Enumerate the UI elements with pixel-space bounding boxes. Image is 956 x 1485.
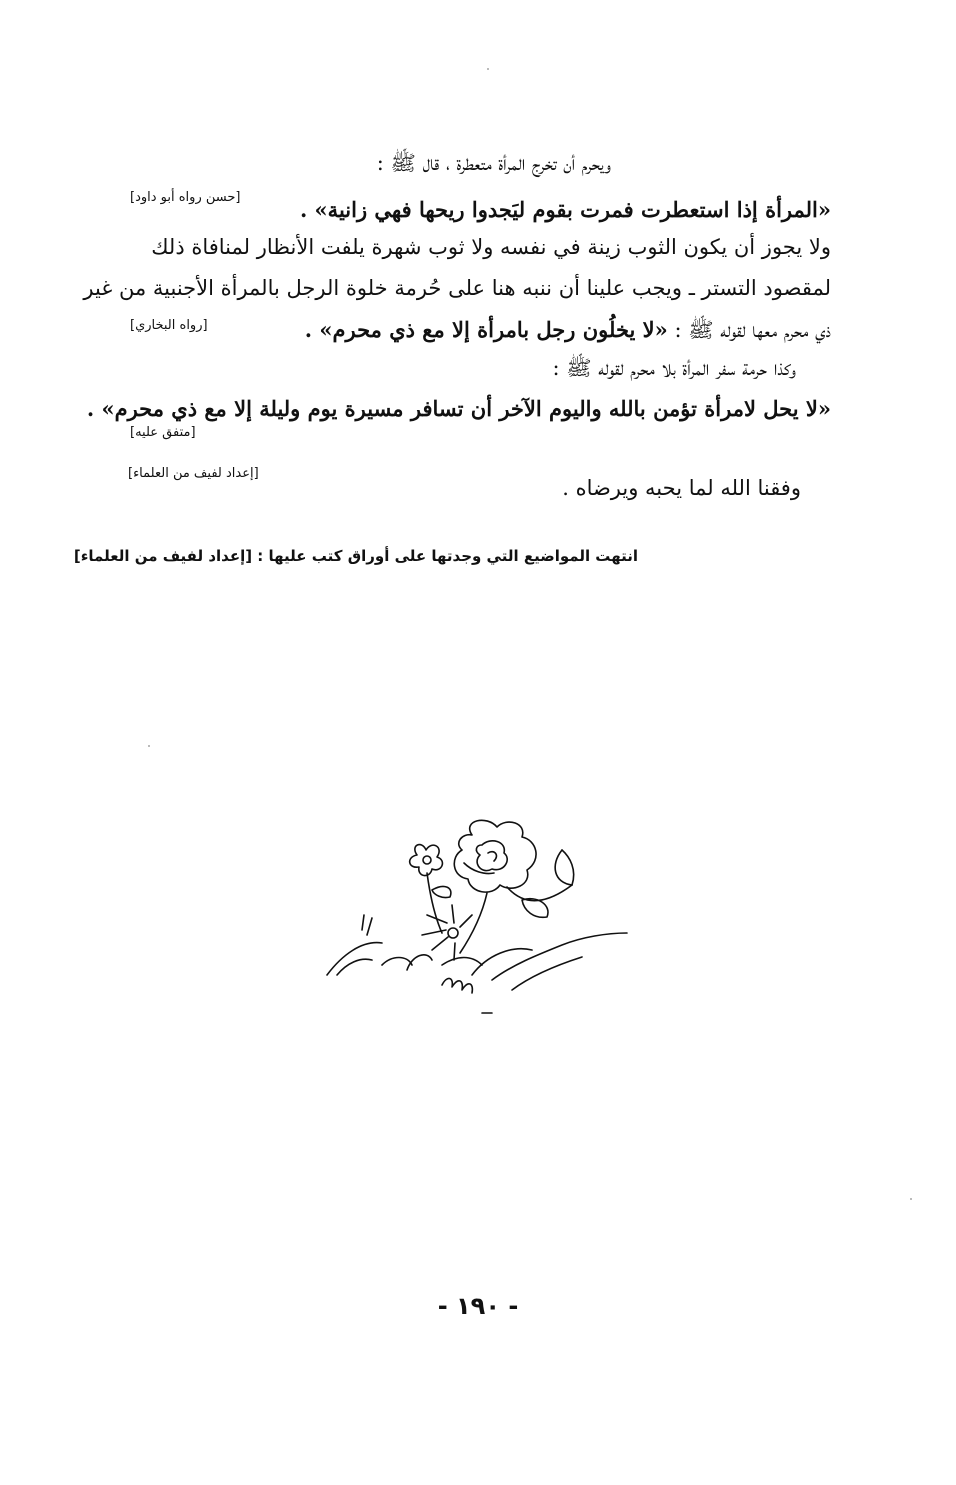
closing-note: انتهت المواضيع التي وجدتها على أوراق كتب عليها : [إعداد لفيف من العلماء]	[73, 547, 638, 565]
citation-2: [رواه البخاري]	[130, 318, 208, 333]
citation-3: [متفق عليه]	[130, 425, 196, 440]
scan-speck	[487, 68, 489, 70]
scan-speck	[910, 1198, 912, 1200]
text-line-1: ويحرم أن تخرج المرأة متعطرة ، قال ﷺ :	[376, 151, 611, 175]
text-line-5	[305, 315, 831, 345]
hadith-quote-3: «لا يحل لامرأة تؤمن بالله واليوم الآخر أن تسافر مسيرة يوم وليلة إلا مع ذي محرم» .	[86, 396, 831, 421]
hadith-quote-1: «المرأة إذا استعطرت فمرت بقوم ليَجدوا ريحها فهي زانية» .	[299, 197, 831, 222]
citation-4: [إعداد لفيف من العلماء]	[128, 466, 259, 481]
citation-1: [حسن رواه أبو داود]	[130, 190, 241, 205]
text-line-5-prefix: ذي محرم معها لقوله ﷺ :	[674, 318, 831, 342]
text-line-4: لمقصود التستر ـ ويجب علينا أن ننبه هنا على حُرمة خلوة الرجل بالمرأة الأجنبية من غير	[83, 276, 831, 300]
page-number: - ١٩٠ -	[437, 1292, 519, 1320]
text-line-3: ولا يجوز أن يكون الثوب زينة في نفسه ولا ثوب شهرة يلفت الأنظار لمنافاة ذلك	[151, 235, 831, 259]
hadith-quote-2: «لا يخلُون رجل بامرأة إلا مع ذي محرم» .	[304, 317, 668, 342]
rose-flower-drawing-icon	[322, 815, 632, 1020]
text-line-6: وكذا حرمة سفر المرأة بلا محرم لقوله ﷺ :	[552, 356, 796, 380]
text-line-8: وفقنا الله لما يحبه ويرضاه .	[562, 476, 801, 500]
scan-speck	[148, 745, 150, 747]
